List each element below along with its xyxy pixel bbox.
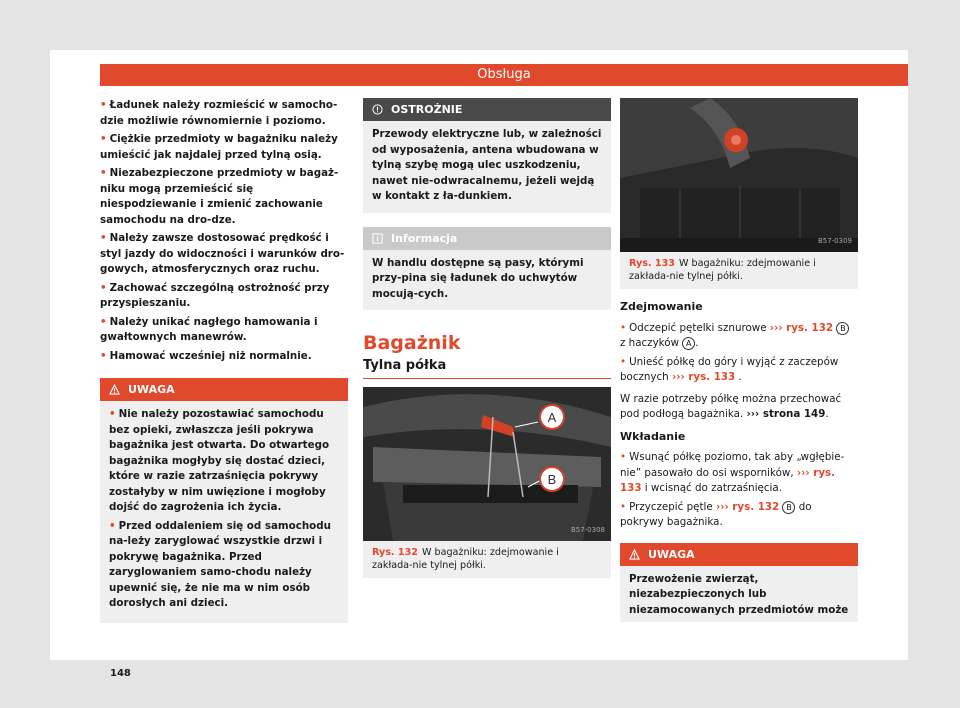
chapter-header: Obsługa <box>100 64 908 86</box>
info-icon <box>372 233 383 244</box>
column-left <box>100 98 348 623</box>
list-item: • Ładunek należy rozmieścić w samocho-dzie możliwie równomiernie i poziomo. <box>100 99 338 127</box>
list-item: • Unieść półkę do góry i wyjąć z zaczepów bocznych ››› rys. 133 . <box>620 355 839 383</box>
warning-header: UWAGA <box>620 543 858 566</box>
info-header: Informacja <box>363 227 611 250</box>
figure-132 <box>363 387 611 541</box>
list-item: • Nie należy pozostawiać samochodu bez opieki, zwłaszcza jeśli pokrywa bagażnika jest otwarta. Do otwartego bagażnika mogłyby się dostać dzieci, które w razie zatrzaśnięcia pokrywy zostałyby w nim uwięzione i mogłoby dojść do zagrożenia ich życia. <box>109 408 330 513</box>
list-item: • Przed oddaleniem się od samochodu na-leży zaryglować wszystkie drzwi i pokrywę bagażnika. Przed zaryglowaniem samo-chodu należy upewnić się, że nie ma w nim osób dorosłych ani dzieci. <box>109 519 331 609</box>
figure-reference-link[interactable]: ››› rys. 132 <box>715 500 780 513</box>
figure-caption: Rys. 132 W bagażniku: zdejmowanie i zakłada-nie tylnej półki. <box>363 541 611 578</box>
label-a: A <box>547 410 557 425</box>
list-item: • Hamować wcześniej niż normalnie. <box>100 349 312 362</box>
list-item: • Przyczepić pętle ››› rys. 132 B do pokrywy bagażnika. <box>620 500 812 528</box>
list-item: • Zachować szczególną ostrożność przy przyspieszaniu. <box>100 281 330 309</box>
warning-body <box>100 401 348 623</box>
info-box <box>363 227 611 311</box>
figure-reference-link[interactable]: ››› rys. 133 <box>620 466 836 494</box>
label-b: B <box>547 472 557 487</box>
warning-triangle-icon <box>109 384 120 395</box>
info-body: W handlu dostępne są pasy, którymi przy-pina się ładunek do uchwytów mocują-cych. <box>372 256 584 300</box>
list-item: • Niezabezpieczone przedmioty w bagaż-niku mogą przemieścić się niespodziewanie i zmienić zachowanie samochodu na dro-dze. <box>100 167 339 226</box>
figure-reference-link[interactable]: ››› rys. 132 <box>769 321 834 334</box>
page-reference-link[interactable]: ››› strona 149 <box>746 408 826 420</box>
figure-133 <box>620 98 858 252</box>
list-item: • Ciężkie przedmioty w bagażniku należy umieścić jak najdalej przed tylną osią. <box>100 133 338 161</box>
caution-body: Przewody elektryczne lub, w zależności od wyposażenia, antena wbudowana w tylną szybę mogą ulec uszkodzeniu, nawet nie-odwracalnemu, jeżeli wejdą w kontakt z ła-dunkiem. <box>372 128 602 202</box>
figure-caption: Rys. 133 W bagażniku: zdejmowanie i zakłada-nie tylnej półki. <box>620 252 858 289</box>
warning-box <box>620 543 858 623</box>
figure-code: B57-0309 <box>817 236 852 245</box>
list-item: • Wsunąć półkę poziomo, tak aby „wgłębie-nie” pasowało do osi wsporników, ››› rys. 133 i wcisnąć do zatrzaśnięcia. <box>620 451 845 494</box>
figure-code: B57-0308 <box>570 525 605 534</box>
trunk-interior-illustration <box>620 98 858 252</box>
section-title: Bagażnik <box>363 332 461 354</box>
page-number: 148 <box>110 668 131 679</box>
removal-heading: Zdejmowanie <box>620 300 703 313</box>
warning-triangle-icon <box>629 549 640 560</box>
column-middle <box>363 98 611 578</box>
warning-header: UWAGA <box>100 378 348 401</box>
warning-box <box>100 378 348 623</box>
list-item: • Należy unikać nagłego hamowania i gwałtownych manewrów. <box>100 315 318 343</box>
removal-note: W razie potrzeby półkę można przechować pod podłogą bagażnika. ››› strona 149. <box>620 392 842 420</box>
removal-section <box>620 299 858 423</box>
trunk-shelf-illustration <box>363 387 611 541</box>
exclamation-circle-icon <box>372 104 383 115</box>
label-b-marker: B <box>782 501 795 514</box>
caution-header: OSTROŻNIE <box>363 98 611 121</box>
insert-section <box>620 429 858 531</box>
label-a-marker: A <box>682 337 695 350</box>
list-item: • Odczepić pętelki sznurowe ››› rys. 132 B z haczyków A . <box>620 321 858 352</box>
label-b-marker: B <box>836 322 849 335</box>
column-right <box>620 98 858 622</box>
figure-reference-link[interactable]: ››› rys. 133 <box>672 371 736 383</box>
list-item: • Należy zawsze dostosować prędkość i styl jazdy do widoczności i warunków dro-gowych, atmosferycznych oraz ruchu. <box>100 232 345 275</box>
sub-title: Tylna półka <box>363 358 611 380</box>
insert-heading: Wkładanie <box>620 429 686 443</box>
page <box>50 50 908 679</box>
warning-body: Przewożenie zwierząt, niezabezpieczonych lub niezamocowanych przedmiotów może <box>629 572 849 616</box>
caution-box <box>363 98 611 213</box>
